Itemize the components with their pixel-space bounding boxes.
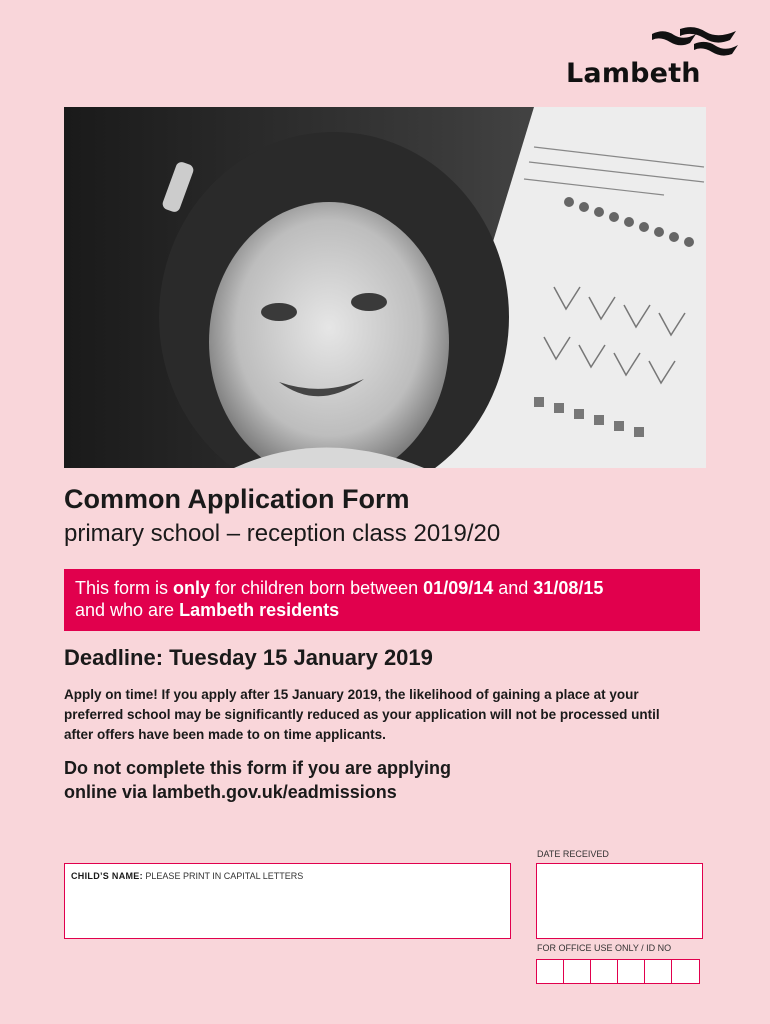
logo-text: Lambeth — [566, 58, 701, 89]
banner-emphasis-residents: Lambeth residents — [179, 600, 340, 620]
id-digit-box[interactable] — [618, 960, 645, 983]
id-digit-box[interactable] — [672, 960, 699, 983]
page-subtitle: primary school – reception class 2019/20 — [64, 520, 501, 547]
banner-emphasis-only: only — [173, 578, 211, 598]
id-digit-box[interactable] — [564, 960, 591, 983]
banner-text: This form is — [75, 578, 174, 598]
id-digit-box[interactable] — [591, 960, 618, 983]
eligibility-banner — [64, 569, 700, 631]
online-warning-line: online via lambeth.gov.uk/eadmissions — [64, 782, 397, 802]
online-warning-line: Do not complete this form if you are applying — [64, 758, 452, 778]
banner-text: for children born between — [210, 578, 424, 598]
banner-text: and who are — [75, 600, 180, 620]
banner-date-start: 01/09/14 — [423, 578, 494, 598]
online-warning — [64, 756, 684, 804]
banner-date-end: 31/08/15 — [533, 578, 604, 598]
page-title: Common Application Form — [64, 484, 410, 514]
id-number-boxes — [536, 959, 700, 984]
lambeth-wave-icon — [650, 26, 740, 58]
date-received-label: DATE RECEIVED — [537, 849, 609, 859]
hero-photo — [64, 107, 706, 468]
office-use-label: FOR OFFICE USE ONLY / ID NO — [537, 943, 672, 953]
id-digit-box[interactable] — [645, 960, 672, 983]
id-digit-box[interactable] — [537, 960, 564, 983]
date-received-field[interactable] — [536, 863, 703, 939]
deadline-heading: Deadline: Tuesday 15 January 2019 — [64, 645, 433, 670]
lambeth-logo — [560, 26, 740, 90]
child-name-field[interactable] — [64, 863, 511, 939]
apply-on-time-note: Apply on time! If you apply after 15 January 2019, the likelihood of gaining a place at your preferred school may be significantly reduced as your application will not be processed until after offers have been made to on time applicants. — [64, 687, 660, 742]
child-name-hint: PLEASE PRINT IN CAPITAL LETTERS — [145, 871, 304, 881]
banner-text: and — [493, 578, 534, 598]
child-name-label: CHILD’S NAME: — [71, 871, 143, 881]
